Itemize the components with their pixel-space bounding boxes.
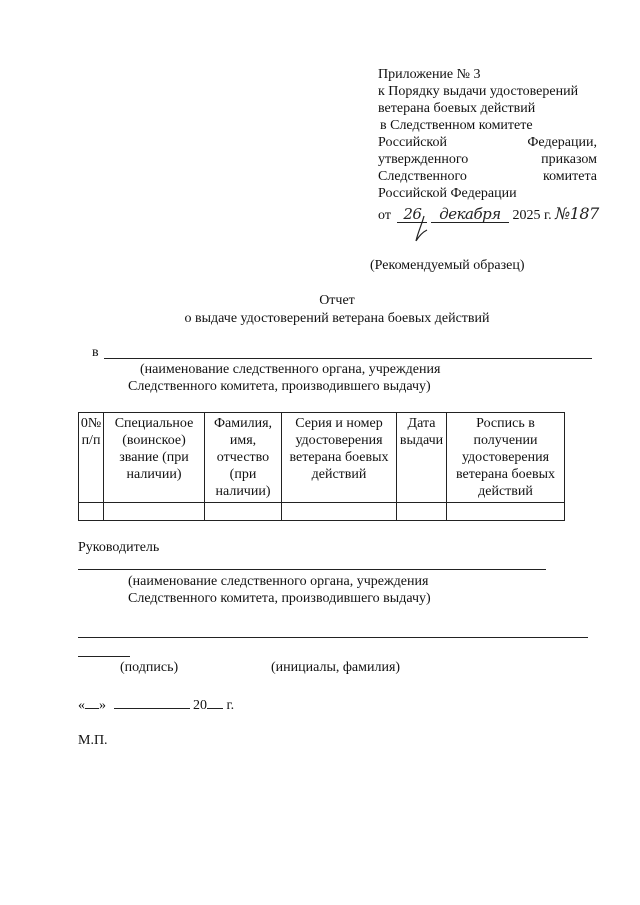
report-title: Отчет xyxy=(319,293,355,308)
appendix-line-investigative xyxy=(378,169,597,185)
date-fill-line xyxy=(78,695,234,714)
signature-flourish xyxy=(410,214,434,244)
appendix-line-rf: Российской Федерации xyxy=(378,186,517,201)
date-year-prefix: 20 xyxy=(193,698,207,713)
table-cell xyxy=(397,503,447,521)
table-header-row xyxy=(79,413,565,503)
sample-note: (Рекомендуемый образец) xyxy=(370,258,525,273)
appendix-investigative-2: комитета xyxy=(542,169,597,184)
appendix-investigative-1: Следственного xyxy=(378,169,467,184)
col-receipt-header: Роспись в получении удостоверения ветерана боевых действий xyxy=(447,413,565,503)
appendix-approved-2: приказом xyxy=(541,152,597,167)
col-date-header: Дата выдачи xyxy=(397,413,447,503)
issuance-table xyxy=(78,412,565,521)
date-day-blank xyxy=(85,695,99,709)
head-caption-2: Следственного комитета, производившего выдачу) xyxy=(128,591,431,606)
signature-underline xyxy=(78,656,130,657)
report-subtitle: о выдаче удостоверений ветерана боевых действий xyxy=(184,311,490,326)
table-cell xyxy=(79,503,104,521)
head-underline xyxy=(78,569,546,570)
initials-label: (инициалы, фамилия) xyxy=(271,660,401,675)
org-underline xyxy=(104,358,592,359)
org-caption-2: Следственного комитета, производившего выдачу) xyxy=(128,379,431,394)
table-cell xyxy=(447,503,565,521)
table-cell xyxy=(282,503,397,521)
head-caption-1: (наименование следственного органа, учреждения xyxy=(128,574,429,589)
appendix-title: Приложение № 3 xyxy=(378,67,481,82)
org-caption-1: (наименование следственного органа, учреждения xyxy=(140,362,441,377)
date-quote-close: » xyxy=(99,698,106,713)
appendix-line-2: ветерана боевых действий xyxy=(378,101,536,116)
appendix-line-federation xyxy=(378,135,597,151)
appendix-line-1: к Порядку выдачи удостоверений xyxy=(378,84,579,99)
table-cell xyxy=(104,503,205,521)
signature-label: (подпись) xyxy=(120,660,179,675)
col-name-header: Фамилия, имя, отчество (при наличии) xyxy=(205,413,282,503)
date-month-handwritten: декабря xyxy=(431,206,509,223)
appendix-line-approved xyxy=(378,152,597,168)
date-year-blank xyxy=(207,695,223,709)
col-number-header: 0№ п/п xyxy=(79,413,104,503)
date-prefix: от xyxy=(378,208,391,223)
col-certificate-header: Серия и номер удостоверения ветерана боевых действий xyxy=(282,413,397,503)
order-number-handwritten: №187 xyxy=(555,204,599,223)
head-label: Руководитель xyxy=(78,540,160,555)
in-prefix: в xyxy=(92,345,99,360)
name-underline xyxy=(78,637,588,638)
appendix-approved-1: утвержденного xyxy=(378,152,469,167)
date-month-blank xyxy=(114,695,190,709)
appendix-federation-2: Федерации, xyxy=(527,135,597,150)
date-year-suffix: г. xyxy=(226,698,235,713)
stamp-label: М.П. xyxy=(78,733,108,748)
table-row xyxy=(79,503,565,521)
table-cell xyxy=(205,503,282,521)
col-rank-header: Специальное (воинское) звание (при наличии) xyxy=(104,413,205,503)
appendix-federation-1: Российской xyxy=(378,135,447,150)
date-year: 2025 г. xyxy=(512,208,552,223)
date-day-handwritten: 26 xyxy=(397,206,427,223)
date-quote-open: « xyxy=(78,698,85,713)
appendix-line-3: в Следственном комитете xyxy=(380,118,533,133)
